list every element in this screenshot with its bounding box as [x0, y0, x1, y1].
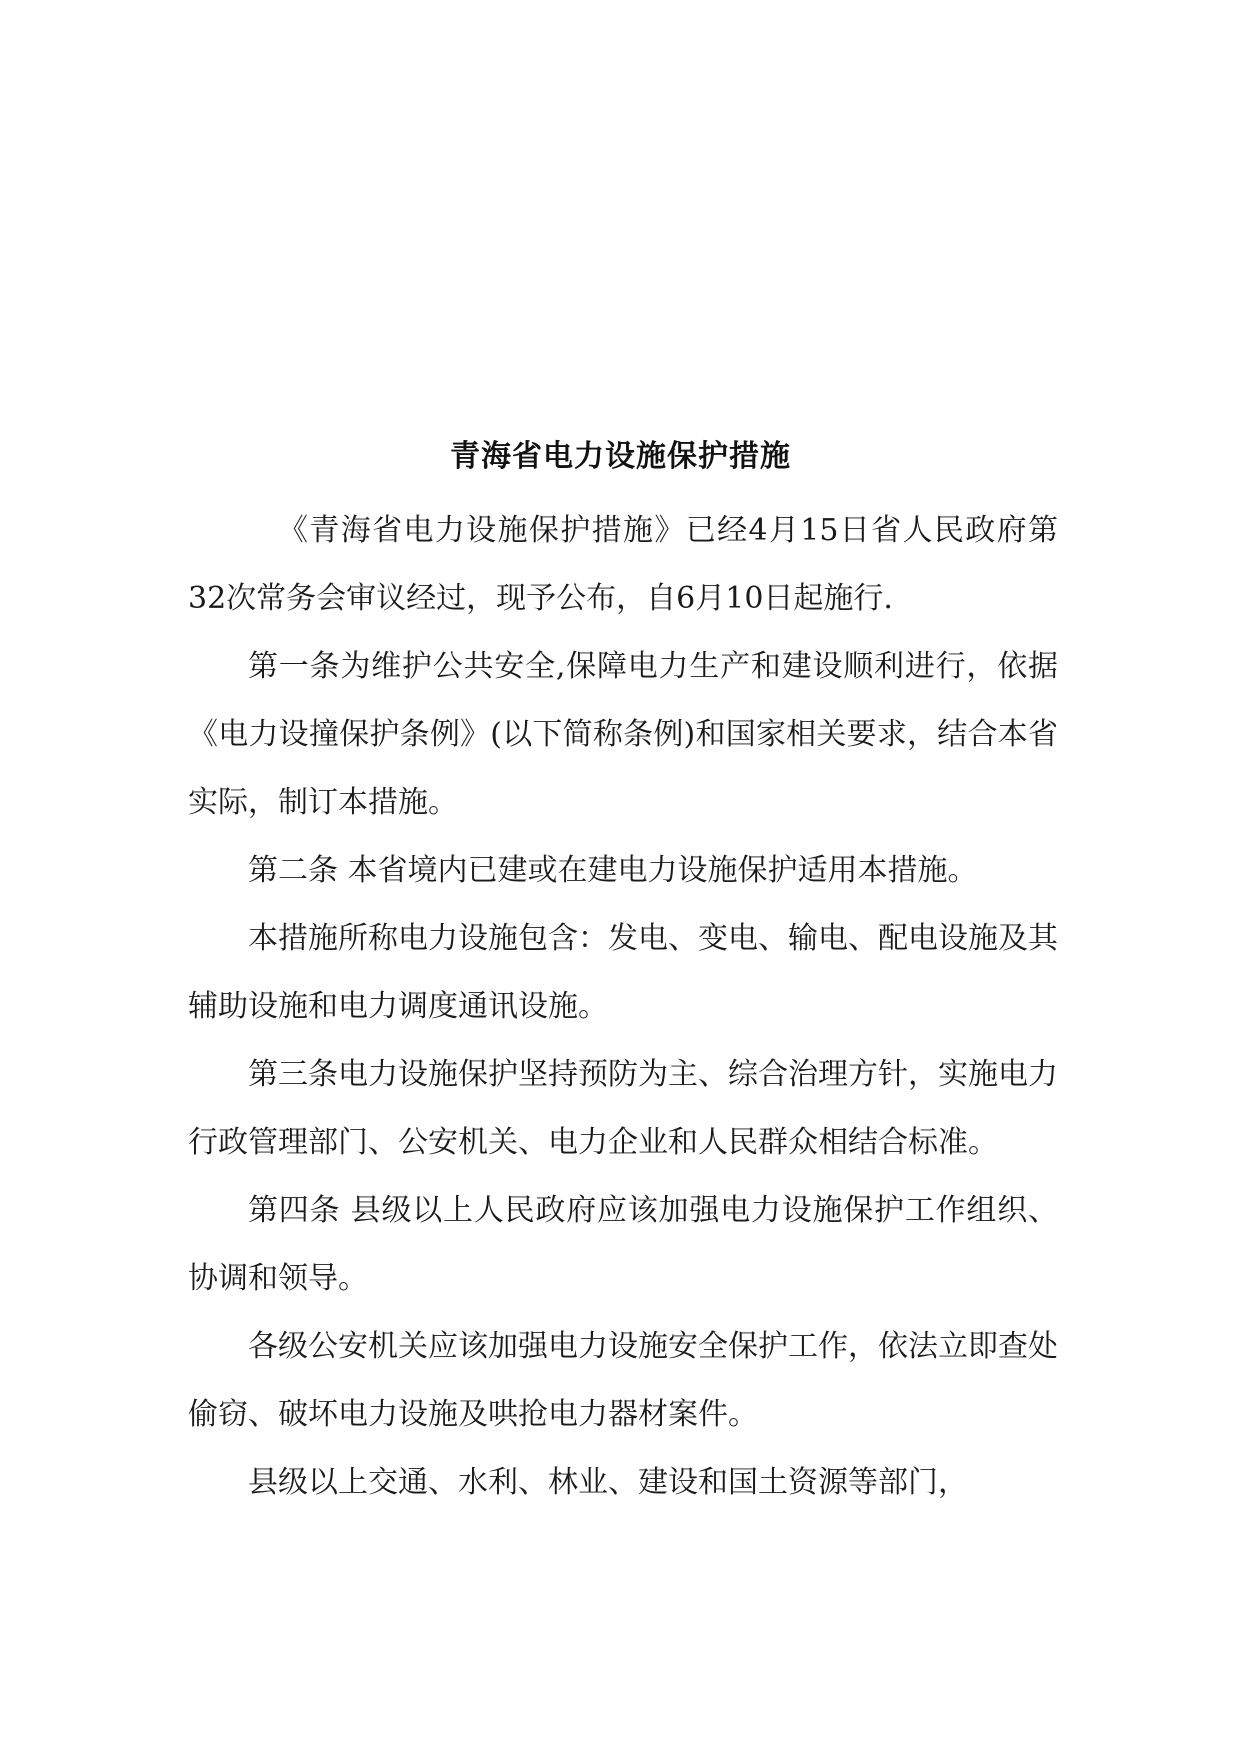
paragraph-preamble: 《青海省电力设施保护措施》已经4月15日省人民政府第32次常务会审议经过，现予公布，自6月10日起施行.: [188, 513, 1058, 616]
paragraph-article-1: 第一条为维护公共安全,保障电力生产和建设顺利进行，依据《电力设撞保护条例》(以下简称条例)和国家相关要求，结合本省实际，制订本措施。: [188, 649, 1058, 820]
document-title: 青海省电力设施保护措施: [450, 439, 791, 474]
paragraph-article-4-departments: 县级以上交通、水利、林业、建设和国土资源等部门，: [248, 1465, 968, 1500]
paragraph-article-4-police: 各级公安机关应该加强电力设施安全保护工作，依法立即查处偷窃、破坏电力设施及哄抢电力器材案件。: [188, 1329, 1058, 1432]
paragraph-article-2: 第二条 本省境内已建或在建电力设施保护适用本措施。: [248, 853, 978, 888]
paragraph-article-4: 第四条 县级以上人民政府应该加强电力设施保护工作组织、协调和领导。: [188, 1193, 1058, 1296]
paragraph-article-2-scope: 本措施所称电力设施包含：发电、变电、输电、配电设施及其辅助设施和电力调度通讯设施。: [188, 921, 1058, 1024]
document-body: [188, 497, 1058, 1517]
paragraph-article-3: 第三条电力设施保护坚持预防为主、综合治理方针，实施电力行政管理部门、公安机关、电力企业和人民群众相结合标准。: [188, 1057, 1058, 1160]
